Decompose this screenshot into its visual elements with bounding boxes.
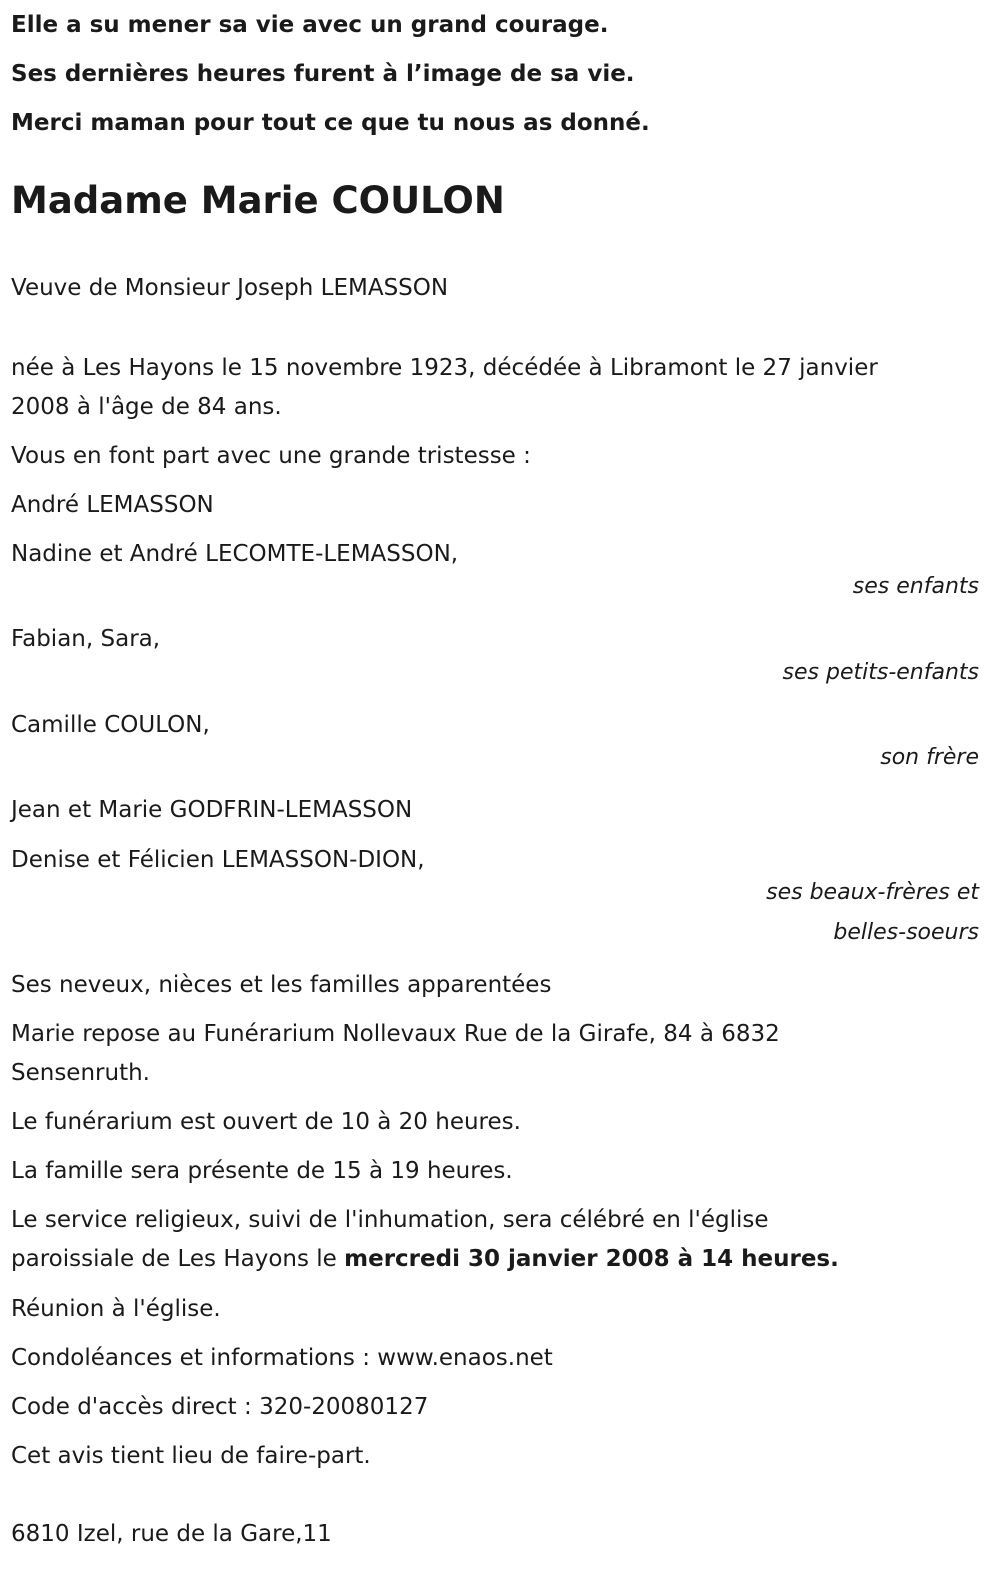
birth-death-line-2: 2008 à l'âge de 84 ans. <box>11 394 282 420</box>
rests-line-2: Sensenruth. <box>11 1060 150 1086</box>
address: 6810 Izel, rue de la Gare,11 <box>11 1521 332 1547</box>
children-role: ses enfants <box>852 574 979 599</box>
quote-line-2: Ses dernières heures furent à l’image de sa vie. <box>11 61 635 87</box>
service-line-2-prefix: paroissiale de Les Hayons le <box>11 1246 345 1272</box>
service-line-1: Le service religieux, suivi de l'inhumation, sera célébré en l'église <box>11 1207 769 1233</box>
grandchildren-role: ses petits-enfants <box>782 660 979 685</box>
funerarium-hours: Le funérarium est ouvert de 10 à 20 heures. <box>11 1109 521 1135</box>
in-laws-role-line-1: ses beaux-frères et <box>766 880 979 905</box>
birth-death-line-1: née à Les Hayons le 15 novembre 1923, décédée à Libramont le 27 janvier <box>11 355 878 381</box>
announcement: Vous en font part avec une grande tristesse : <box>11 443 531 469</box>
family-present: La famille sera présente de 15 à 19 heures. <box>11 1158 513 1184</box>
meeting: Réunion à l'église. <box>11 1296 221 1322</box>
quote-line-1: Elle a su mener sa vie avec un grand courage. <box>11 12 609 38</box>
grandchildren: Fabian, Sara, <box>11 626 161 652</box>
in-law-2: Denise et Félicien LEMASSON-DION, <box>11 847 425 873</box>
quote-line-3: Merci maman pour tout ce que tu nous as donné. <box>11 110 650 136</box>
relatives: Ses neveux, nièces et les familles apparentées <box>11 972 552 998</box>
notice: Cet avis tient lieu de faire-part. <box>11 1443 371 1469</box>
condolences: Condoléances et informations : www.enaos.net <box>11 1345 553 1371</box>
rests-line-1: Marie repose au Funérarium Nollevaux Rue de la Girafe, 84 à 6832 <box>11 1021 780 1047</box>
brother: Camille COULON, <box>11 712 210 738</box>
widow-of: Veuve de Monsieur Joseph LEMASSON <box>11 275 449 301</box>
in-law-1: Jean et Marie GODFRIN-LEMASSON <box>11 797 413 823</box>
service-date: mercredi 30 janvier 2008 à 14 heures. <box>344 1246 839 1272</box>
deceased-name: Madame Marie COULON <box>11 179 505 222</box>
child-2: Nadine et André LECOMTE-LEMASSON, <box>11 541 459 567</box>
access-code: Code d'accès direct : 320-20080127 <box>11 1394 429 1420</box>
brother-role: son frère <box>880 745 979 770</box>
child-1: André LEMASSON <box>11 492 214 518</box>
service-line-2 <box>11 1240 839 1279</box>
in-laws-role-line-2: belles-soeurs <box>833 920 979 945</box>
